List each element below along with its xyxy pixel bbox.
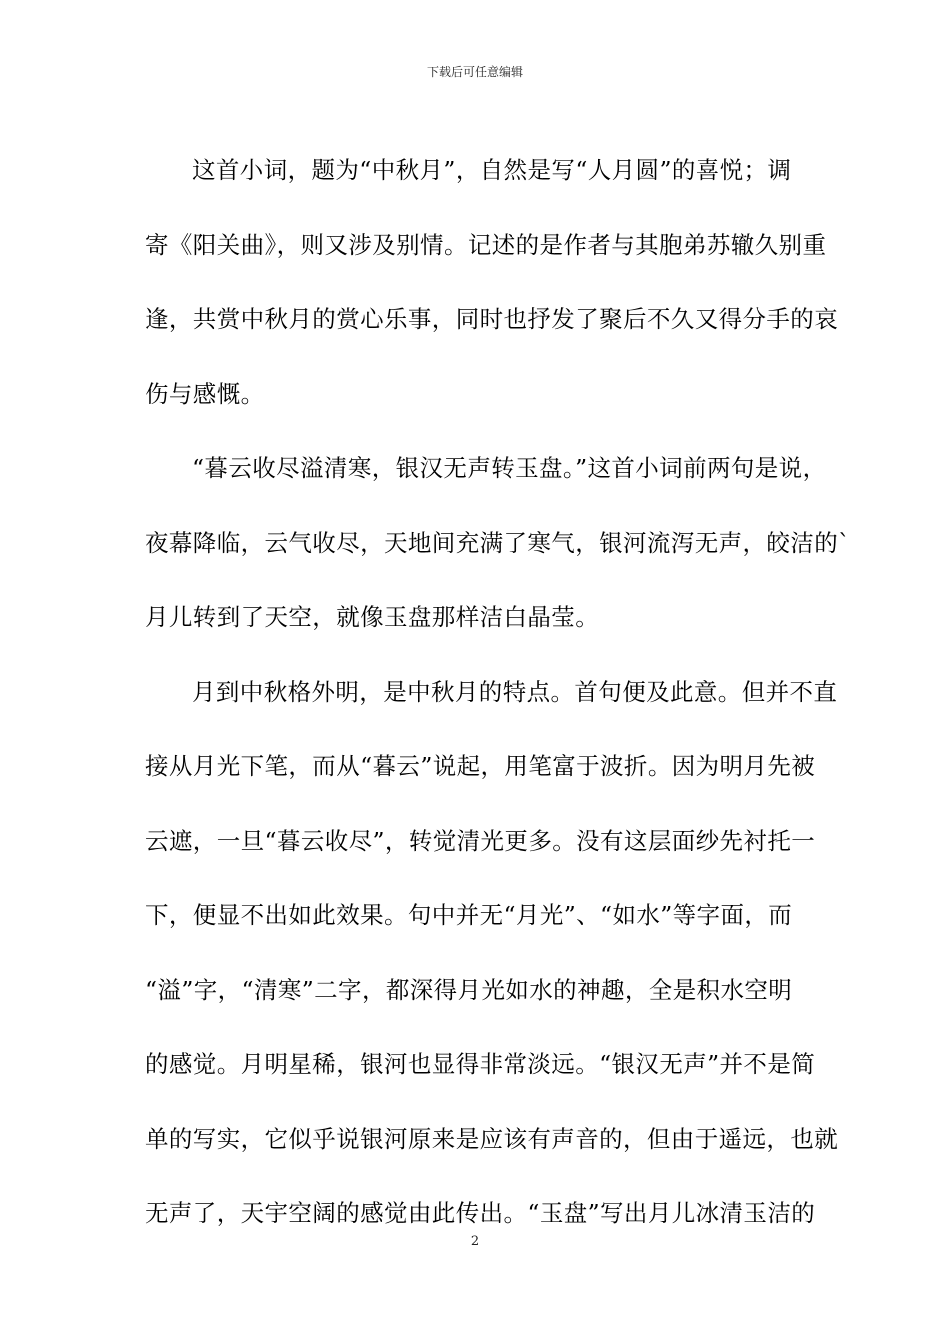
text-line: 无声了，天宇空阔的感觉由此传出。“玉盘”写出月儿冰清玉洁的 bbox=[145, 1199, 816, 1227]
text-line: 月到中秋格外明，是中秋月的特点。首句便及此意。但并不直 bbox=[192, 677, 838, 706]
paragraph-3 bbox=[145, 655, 839, 1251]
page-number: 2 bbox=[470, 1234, 480, 1249]
text-line: 这首小词，题为“中秋月”，自然是写“人月圆”的喜悦；调 bbox=[192, 156, 792, 184]
page-header: 下载后可任意编辑 bbox=[426, 65, 523, 79]
text-line: 逢，共赏中秋月的赏心乐事，同时也抒发了聚后不久又得分手的哀 bbox=[145, 305, 839, 333]
text-line: 单的写实，它似乎说银河原来是应该有声音的，但由于遥远，也就 bbox=[145, 1124, 839, 1153]
text-line: 夜幕降临，云气收尽，天地间充满了寒气，银河流泻无声，皎洁的` bbox=[145, 528, 851, 557]
text-line: 伤与感慨。 bbox=[145, 379, 265, 408]
text-line: 接从月光下笔，而从“暮云”说起，用笔富于波折。因为明月先被 bbox=[145, 752, 816, 780]
text-line: “溢”字，“清寒”二字，都深得月光如水的神趣，全是积水空明 bbox=[145, 975, 793, 1004]
text-line: 寄《阳关曲》，则又涉及别情。记述的是作者与其胞弟苏辙久别重 bbox=[145, 230, 827, 259]
paragraph-2 bbox=[145, 431, 851, 655]
text-line: “暮云收尽溢清寒，银汉无声转玉盘。”这首小词前两句是说， bbox=[192, 454, 827, 482]
body-text bbox=[145, 133, 851, 1251]
paragraph-1 bbox=[145, 133, 839, 431]
text-line: 下，便显不出如此效果。句中并无“月光”、“如水”等字面，而 bbox=[145, 901, 793, 929]
text-line: 的感觉。月明星稀，银河也显得非常淡远。“银汉无声”并不是简 bbox=[145, 1050, 816, 1078]
text-line: 云遮，一旦“暮云收尽”，转觉清光更多。没有这层面纱先衬托一 bbox=[145, 826, 816, 855]
text-line: 月儿转到了天空，就像玉盘那样洁白晶莹。 bbox=[145, 603, 600, 631]
